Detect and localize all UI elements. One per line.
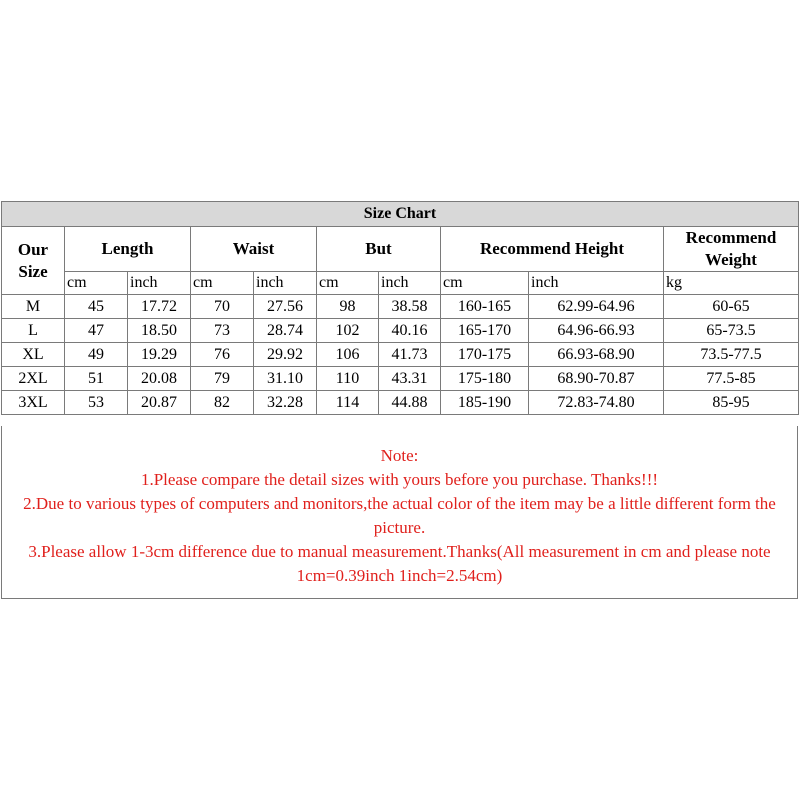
length-in-cell: 20.08 — [128, 367, 191, 391]
unit-cell: inch — [379, 272, 441, 295]
height-in-cell: 64.96-66.93 — [529, 319, 664, 343]
header-bust: But — [317, 227, 441, 272]
height-cm-cell: 165-170 — [441, 319, 529, 343]
unit-cell: inch — [128, 272, 191, 295]
unit-cell: inch — [254, 272, 317, 295]
header-height: Recommend Height — [441, 227, 664, 272]
header-waist: Waist — [191, 227, 317, 272]
bust-cm-cell: 102 — [317, 319, 379, 343]
size-cell: 3XL — [2, 391, 65, 415]
height-in-cell: 68.90-70.87 — [529, 367, 664, 391]
table-row — [2, 391, 799, 415]
waist-cm-cell: 73 — [191, 319, 254, 343]
height-in-cell: 72.83-74.80 — [529, 391, 664, 415]
table-row — [2, 343, 799, 367]
bust-in-cell: 44.88 — [379, 391, 441, 415]
size-chart-table — [1, 201, 799, 415]
waist-cm-cell: 76 — [191, 343, 254, 367]
length-in-cell: 20.87 — [128, 391, 191, 415]
note-line-3: 3.Please allow 1-3cm difference due to manual measurement.Thanks(All measurement in cm and please note 1cm=0.39inch 1inch=2.54cm) — [28, 542, 771, 585]
header-size: Our Size — [2, 227, 65, 295]
bust-cm-cell: 114 — [317, 391, 379, 415]
waist-in-cell: 31.10 — [254, 367, 317, 391]
height-cm-cell: 170-175 — [441, 343, 529, 367]
size-cell: XL — [2, 343, 65, 367]
waist-cm-cell: 79 — [191, 367, 254, 391]
height-in-cell: 66.93-68.90 — [529, 343, 664, 367]
length-cm-cell: 45 — [65, 295, 128, 319]
length-in-cell: 19.29 — [128, 343, 191, 367]
table-row — [2, 367, 799, 391]
bust-in-cell: 40.16 — [379, 319, 441, 343]
note-line-2: 2.Due to various types of computers and monitors,the actual color of the item may be a little different form the picture. — [23, 494, 776, 537]
unit-cell: cm — [317, 272, 379, 295]
table-row — [2, 319, 799, 343]
length-cm-cell: 53 — [65, 391, 128, 415]
header-weight: Recommend Weight — [664, 227, 799, 272]
table-title: Size Chart — [2, 202, 799, 227]
notes-section — [1, 426, 798, 599]
length-cm-cell: 47 — [65, 319, 128, 343]
bust-cm-cell: 98 — [317, 295, 379, 319]
height-cm-cell: 175-180 — [441, 367, 529, 391]
weight-cell: 60-65 — [664, 295, 799, 319]
note-heading: Note: — [380, 446, 419, 465]
height-in-cell: 62.99-64.96 — [529, 295, 664, 319]
unit-cell: cm — [441, 272, 529, 295]
weight-cell: 85-95 — [664, 391, 799, 415]
size-cell: 2XL — [2, 367, 65, 391]
length-in-cell: 18.50 — [128, 319, 191, 343]
waist-in-cell: 32.28 — [254, 391, 317, 415]
height-cm-cell: 160-165 — [441, 295, 529, 319]
waist-in-cell: 28.74 — [254, 319, 317, 343]
unit-cell: cm — [65, 272, 128, 295]
size-cell: M — [2, 295, 65, 319]
waist-in-cell: 29.92 — [254, 343, 317, 367]
weight-cell: 73.5-77.5 — [664, 343, 799, 367]
weight-cell: 65-73.5 — [664, 319, 799, 343]
length-cm-cell: 49 — [65, 343, 128, 367]
bust-in-cell: 38.58 — [379, 295, 441, 319]
length-in-cell: 17.72 — [128, 295, 191, 319]
unit-cell: cm — [191, 272, 254, 295]
size-cell: L — [2, 319, 65, 343]
bust-in-cell: 43.31 — [379, 367, 441, 391]
length-cm-cell: 51 — [65, 367, 128, 391]
bust-cm-cell: 106 — [317, 343, 379, 367]
bust-cm-cell: 110 — [317, 367, 379, 391]
unit-cell: inch — [529, 272, 664, 295]
bust-in-cell: 41.73 — [379, 343, 441, 367]
table-row — [2, 295, 799, 319]
waist-cm-cell: 82 — [191, 391, 254, 415]
unit-cell: kg — [664, 272, 799, 295]
header-length: Length — [65, 227, 191, 272]
waist-in-cell: 27.56 — [254, 295, 317, 319]
waist-cm-cell: 70 — [191, 295, 254, 319]
note-line-1: 1.Please compare the detail sizes with yours before you purchase. Thanks!!! — [140, 470, 659, 489]
height-cm-cell: 185-190 — [441, 391, 529, 415]
weight-cell: 77.5-85 — [664, 367, 799, 391]
